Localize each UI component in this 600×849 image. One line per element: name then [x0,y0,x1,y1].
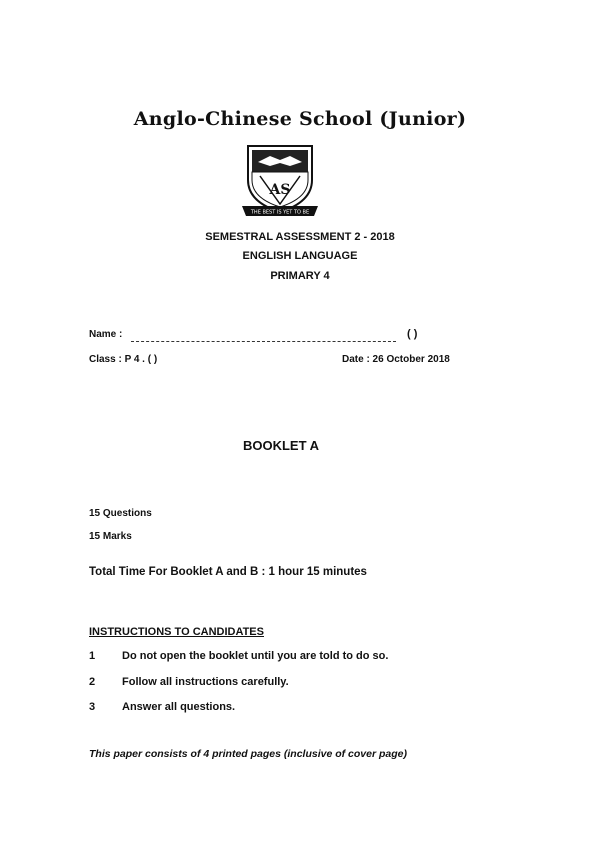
instruction-number: 2 [89,676,96,688]
instruction-text: Answer all questions. [122,701,236,713]
instruction-item [89,650,388,662]
school-crest-logo [240,142,320,220]
booklet-title: BOOKLET A [242,438,320,453]
index-number-field[interactable]: ( ) [407,328,418,340]
name-field-line[interactable] [131,341,396,342]
school-name: Anglo-Chinese School (Junior) [133,108,467,130]
instruction-number: 3 [89,701,96,713]
date-label: Date : 26 October 2018 [342,354,450,365]
marks-count: 15 Marks [89,531,132,542]
svg-text:AS: AS [269,182,291,198]
instruction-item [89,701,235,713]
footer-note: This paper consists of 4 printed pages (inclusive of cover page) [89,748,407,760]
crest-motto: THE BEST IS YET TO BE [250,209,310,216]
total-time: Total Time For Booklet A and B : 1 hour 15 minutes [89,566,367,578]
name-label: Name : [89,329,123,340]
level-title: PRIMARY 4 [270,270,330,282]
instruction-item [89,676,289,688]
instructions-title: INSTRUCTIONS TO CANDIDATES [89,626,264,638]
class-field[interactable]: Class : P 4 . ( ) [89,354,158,365]
instruction-number: 1 [89,650,96,662]
question-count: 15 Questions [89,508,152,519]
instruction-text: Follow all instructions carefully. [122,676,289,688]
instruction-text: Do not open the booklet until you are told to do so. [122,650,389,662]
subject-title: ENGLISH LANGUAGE [242,250,358,262]
assessment-title: SEMESTRAL ASSESSMENT 2 - 2018 [205,231,395,243]
